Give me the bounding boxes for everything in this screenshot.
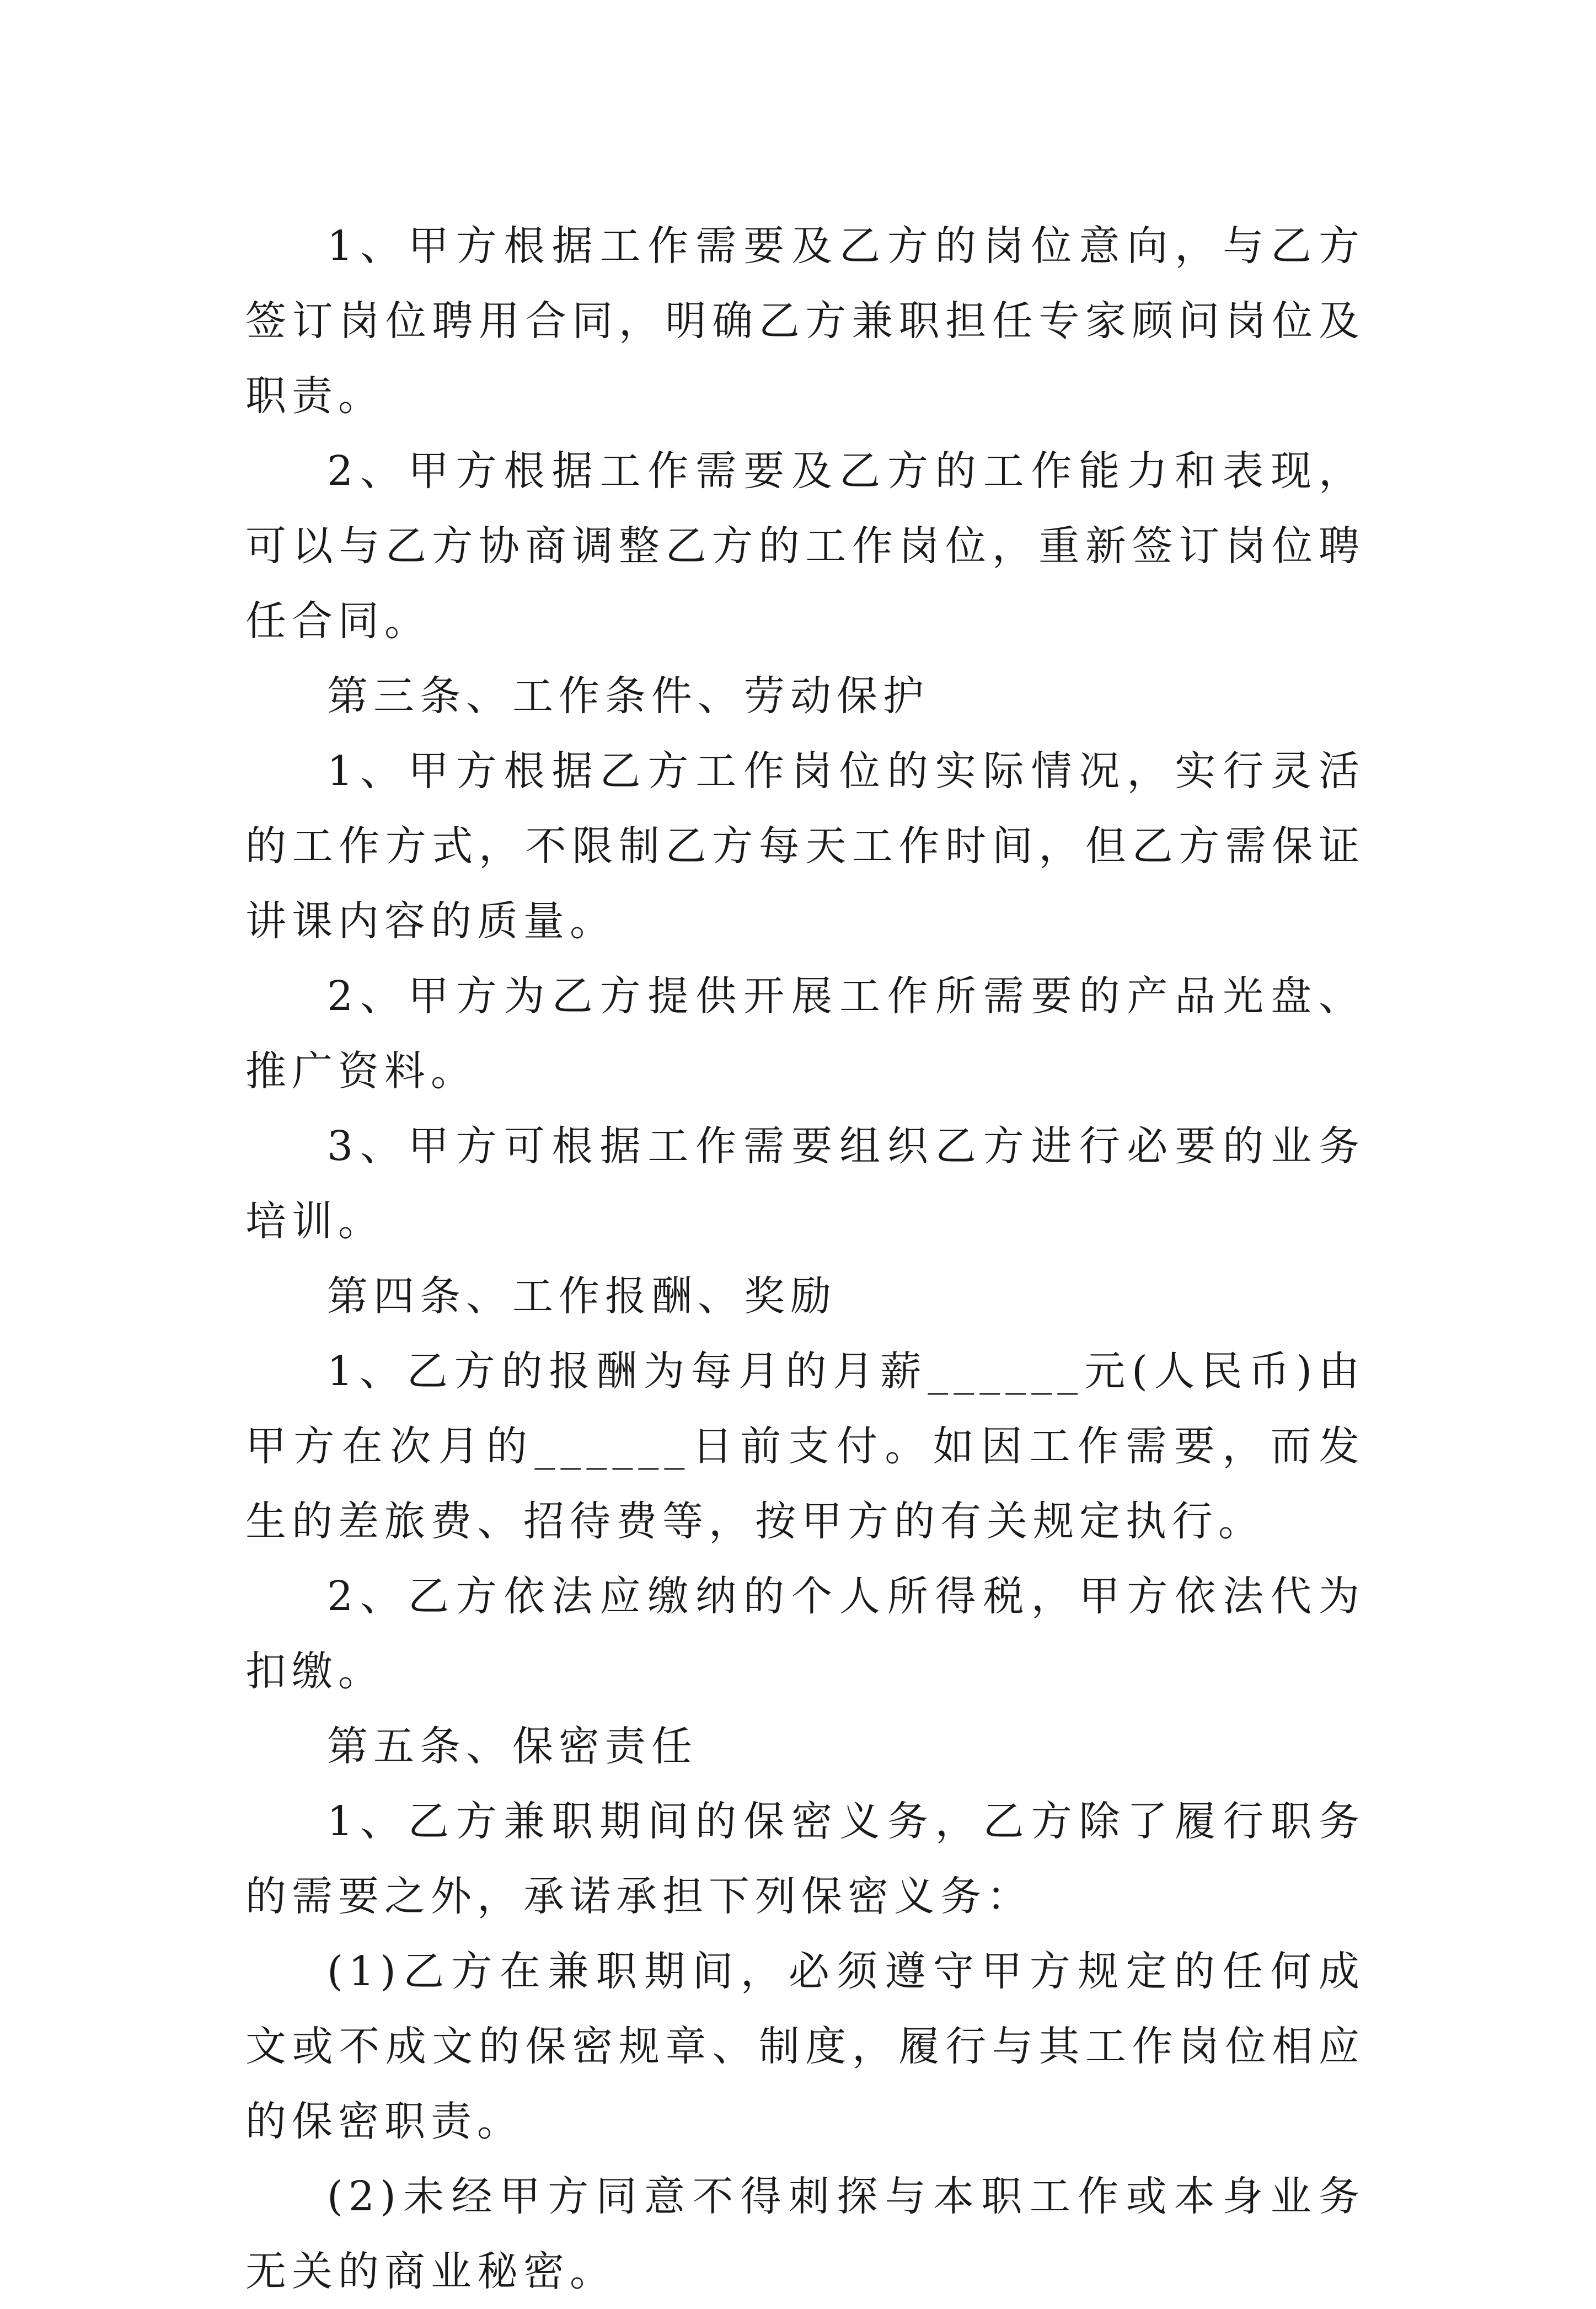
clause-paragraph: 3、甲方可根据工作需要组织乙方进行必要的业务培训。 xyxy=(245,1123,1365,1245)
section-heading: 第三条、工作条件、劳动保护 xyxy=(327,672,929,720)
clause-paragraph: 2、甲方根据工作需要及乙方的工作能力和表现，可以与乙方协商调整乙方的工作岗位，重新签订岗位聘任合同。 xyxy=(245,447,1365,645)
clause-paragraph: 1、乙方的报酬为每月的月薪______元(人民币)由甲方在次月的______日前支付。如因工作需要，而发生的差旅费、招待费等，按甲方的有关规定执行。 xyxy=(245,1348,1365,1545)
clause-paragraph: 2、甲方为乙方提供开展工作所需要的产品光盘、推广资料。 xyxy=(245,972,1365,1095)
clause-paragraph: 1、甲方根据工作需要及乙方的岗位意向，与乙方签订岗位聘用合同，明确乙方兼职担任专家顾问岗位及职责。 xyxy=(245,222,1365,420)
clause-paragraph: 1、乙方兼职期间的保密义务，乙方除了履行职务的需要之外，承诺承担下列保密义务： xyxy=(245,1798,1365,1920)
document-body xyxy=(245,209,1365,2309)
clause-paragraph: 1、甲方根据乙方工作岗位的实际情况，实行灵活的工作方式，不限制乙方每天工作时间，但乙方需保证讲课内容的质量。 xyxy=(245,747,1365,945)
section-heading: 第五条、保密责任 xyxy=(327,1723,698,1770)
sub-clause-paragraph: (1)乙方在兼职期间，必须遵守甲方规定的任何成文或不成文的保密规章、制度，履行与其工作岗位相应的保密职责。 xyxy=(245,1948,1365,2145)
clause-paragraph: 2、乙方依法应缴纳的个人所得税，甲方依法代为扣缴。 xyxy=(245,1573,1365,1695)
sub-clause-paragraph: (2)未经甲方同意不得刺探与本职工作或本身业务无关的商业秘密。 xyxy=(245,2173,1365,2295)
section-heading: 第四条、工作报酬、奖励 xyxy=(327,1273,837,1320)
